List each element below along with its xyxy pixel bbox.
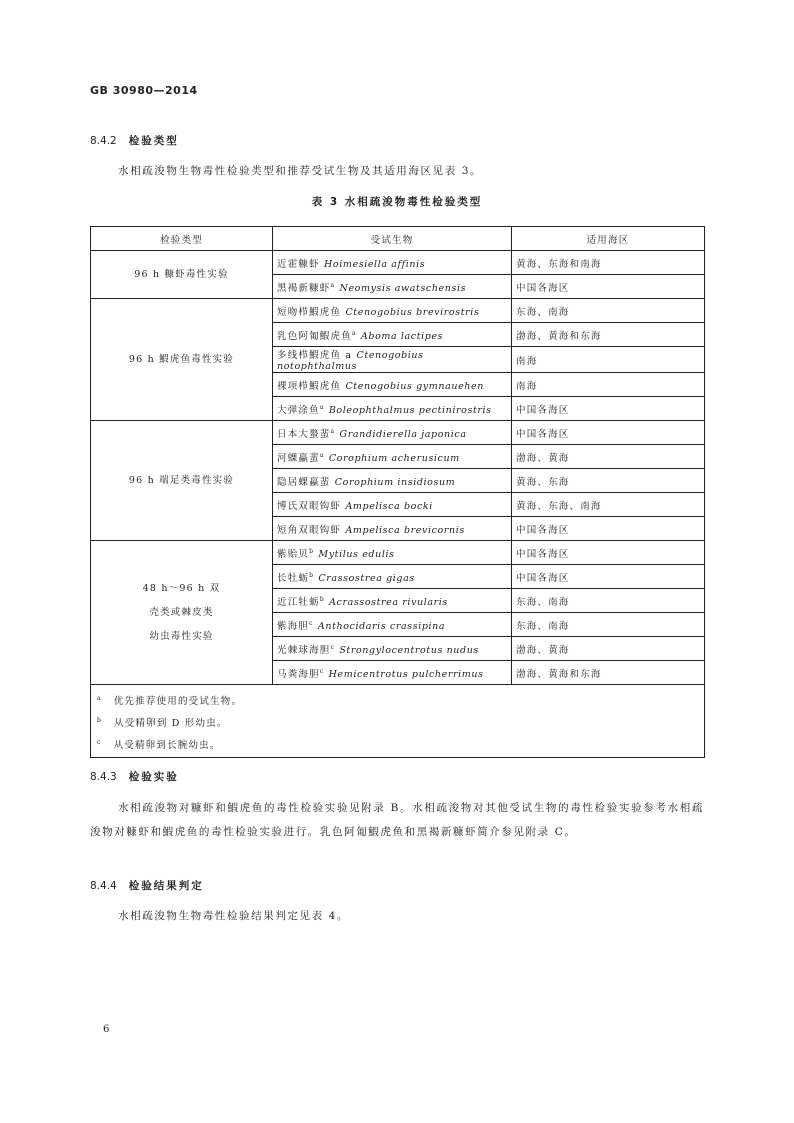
sea-area-cell: 南海 — [512, 347, 705, 373]
organism-chinese-name: 裸项栉鰕虎鱼 — [277, 380, 342, 392]
footnote-mark: b — [309, 571, 315, 579]
organism-chinese-name: 隐居蜾蠃蜚 — [277, 476, 331, 488]
sea-area-cell: 中国各海区 — [512, 421, 705, 445]
organism-latin-name: Crassostrea gigas — [318, 572, 415, 584]
table-note-text: 从受精卵到长腕幼虫。 — [113, 740, 221, 752]
column-header: 检验类型 — [91, 227, 273, 251]
organism-latin-name: Corophium acherusicum — [328, 452, 460, 464]
organism-cell — [273, 397, 512, 421]
section-8-4-4-heading — [90, 878, 204, 893]
organism-latin-name: Mytilus edulis — [318, 548, 395, 560]
sea-area-cell: 中国各海区 — [512, 541, 705, 565]
test-type-cell — [91, 421, 273, 541]
sea-area-cell: 南海 — [512, 373, 705, 397]
table-title: 表 3 水相疏浚物毒性检验类型 — [311, 196, 483, 208]
organism-chinese-name: 近江牡蛎 — [277, 596, 320, 608]
organism-chinese-name: 日本大螯蜚 — [277, 428, 331, 440]
sea-area-cell: 黄海、东海、南海 — [512, 493, 705, 517]
column-header: 适用海区 — [512, 227, 705, 251]
organism-cell — [273, 275, 512, 299]
table-note-text: 优先推荐使用的受试生物。 — [113, 696, 243, 708]
organism-chinese-name: 博氏双眼钩虾 — [277, 500, 342, 512]
organism-latin-name: Ampelisca bocki — [345, 500, 433, 512]
footnote-mark: c — [330, 643, 336, 651]
footnote-mark: a — [330, 281, 336, 289]
table-note-text: 从受精卵到 D 形幼虫。 — [114, 718, 228, 730]
test-type-cell — [91, 251, 273, 299]
test-type-line: 壳类或棘皮类 — [149, 606, 214, 618]
column-header: 受试生物 — [273, 227, 512, 251]
organism-cell — [273, 565, 512, 589]
table-row — [91, 541, 705, 565]
organism-chinese-name: 短吻栉鰕虎鱼 — [277, 306, 342, 318]
organism-chinese-name: 大弹涂鱼 — [277, 404, 320, 416]
sea-area-cell: 渤海、黄海和东海 — [512, 323, 705, 347]
section-number: 8.4.4 — [90, 880, 117, 892]
organism-latin-name: Strongylocentrotus nudus — [339, 644, 479, 656]
organism-chinese-name: 紫海胆 — [277, 620, 310, 632]
organism-cell — [273, 323, 512, 347]
sea-area-cell: 中国各海区 — [512, 397, 705, 421]
organism-cell — [273, 589, 512, 613]
test-type-line: 48 h～96 h 双 — [142, 582, 221, 594]
test-type-line: 96 h 鰕虎鱼毒性实验 — [128, 353, 235, 365]
sea-area-cell: 渤海、黄海和东海 — [512, 661, 705, 685]
footnote-mark: c — [319, 667, 325, 675]
organism-chinese-name: 长牡蛎 — [277, 572, 310, 584]
organism-chinese-name: 近霍糠虾 — [277, 258, 320, 270]
section-title: 检验结果判定 — [128, 880, 204, 892]
footnote-mark: a — [351, 329, 357, 337]
organism-chinese-name: 短角双眼钩虾 — [277, 524, 342, 536]
section-number: 8.4.3 — [90, 771, 117, 783]
sea-area-cell: 黄海、东海 — [512, 469, 705, 493]
footnote-mark: c — [309, 619, 314, 627]
section-8-4-3-paragraph: 水相疏浚物对糠虾和鰕虎鱼的毒性检验实验见附录 B。水相疏浚物对其他受试生物的毒性检验实验参考水相疏浚物对糠虾和鰕虎鱼的毒性检验实验进行。乳色阿匍鰕虎鱼和黑褐新糠虾简介参见附录 C。 — [90, 802, 704, 838]
footnote-mark: b — [319, 595, 325, 603]
section-title: 检验实验 — [128, 771, 179, 783]
organism-latin-name: Hemicentrotus pulcherrimus — [328, 668, 484, 680]
page-number: 6 — [103, 1024, 110, 1035]
sea-area-cell: 渤海、黄海 — [512, 637, 705, 661]
sea-area-cell: 中国各海区 — [512, 275, 705, 299]
section-8-4-4-paragraph: 水相疏浚物生物毒性检验结果判定见表 4。 — [118, 910, 350, 922]
table-notes — [91, 685, 705, 758]
organism-latin-name: Aboma lactipes — [360, 330, 444, 342]
sea-area-cell: 黄海、东海和南海 — [512, 251, 705, 275]
organism-latin-name: Neomysis awatschensis — [339, 282, 467, 294]
footnote-mark: a — [319, 403, 325, 411]
table-3 — [90, 226, 705, 758]
organism-chinese-name: 多线栉鰕虎鱼 a — [277, 350, 353, 361]
footnote-mark: b — [309, 547, 315, 555]
organism-latin-name: Acrassostrea rivularis — [329, 596, 448, 608]
section-title: 检验类型 — [128, 135, 179, 147]
organism-latin-name: Boleophthalmus pectinirostris — [328, 404, 492, 416]
organism-cell — [273, 421, 512, 445]
section-8-4-3-heading — [90, 769, 179, 784]
table-note — [97, 711, 680, 733]
table-note — [97, 733, 680, 755]
organism-cell — [273, 661, 512, 685]
table-row — [91, 299, 705, 323]
test-type-cell — [91, 541, 273, 685]
document-header: GB 30980—2014 — [90, 84, 198, 97]
sea-area-cell: 渤海、黄海 — [512, 445, 705, 469]
organism-cell — [273, 541, 512, 565]
organism-chinese-name: 马粪海胆 — [277, 668, 320, 680]
sea-area-cell: 东海、南海 — [512, 299, 705, 323]
test-type-line: 幼虫毒性实验 — [149, 630, 214, 642]
organism-chinese-name: 河蜾蠃蜚 — [277, 452, 320, 464]
footnote-mark: c — [97, 739, 102, 747]
table-note — [97, 689, 680, 711]
table-notes-row — [91, 685, 705, 758]
organism-chinese-name: 紫贻贝 — [277, 548, 310, 560]
test-type-cell — [91, 299, 273, 421]
organism-cell — [273, 373, 512, 397]
sea-area-cell: 东海、南海 — [512, 589, 705, 613]
footnote-mark: a — [97, 695, 102, 702]
organism-latin-name: Corophium insidiosum — [334, 476, 456, 488]
sea-area-cell: 中国各海区 — [512, 517, 705, 541]
organism-latin-name: Hoimesiella affinis — [324, 258, 426, 270]
organism-latin-name: Ctenogobius gymnauehen — [345, 380, 484, 392]
section-number: 8.4.2 — [90, 135, 117, 147]
section-8-4-2-heading — [90, 133, 179, 148]
test-type-line: 96 h 糠虾毒性实验 — [134, 268, 229, 280]
footnote-mark: b — [97, 717, 103, 725]
organism-latin-name: Ampelisca brevicornis — [345, 524, 465, 536]
organism-latin-name: Grandidierella japonica — [339, 428, 467, 440]
organism-latin-name: Ctenogobius notophthalmus — [277, 350, 424, 372]
table-row — [91, 251, 705, 275]
organism-chinese-name: 乳色阿匍鰕虎鱼 — [277, 330, 352, 342]
organism-latin-name: Ctenogobius brevirostris — [345, 306, 480, 318]
sea-area-cell: 中国各海区 — [512, 565, 705, 589]
section-8-4-2-paragraph: 水相疏浚物生物毒性检验类型和推荐受试生物及其适用海区见表 3。 — [118, 165, 483, 177]
footnote-mark: a — [319, 451, 325, 459]
organism-cell — [273, 613, 512, 637]
organism-cell — [273, 251, 512, 275]
table-row — [91, 421, 705, 445]
organism-chinese-name: 黑褐新糠虾 — [277, 282, 331, 294]
footnote-mark: a — [330, 427, 336, 435]
organism-cell — [273, 517, 512, 541]
organism-latin-name: Anthocidaris crassipina — [317, 620, 446, 632]
organism-cell — [273, 493, 512, 517]
organism-cell — [273, 347, 512, 373]
organism-cell — [273, 445, 512, 469]
organism-cell — [273, 299, 512, 323]
test-type-line: 96 h 端足类毒性实验 — [128, 474, 235, 486]
organism-chinese-name: 光棘球海胆 — [277, 644, 331, 656]
organism-cell — [273, 637, 512, 661]
sea-area-cell: 东海、南海 — [512, 613, 705, 637]
organism-cell — [273, 469, 512, 493]
